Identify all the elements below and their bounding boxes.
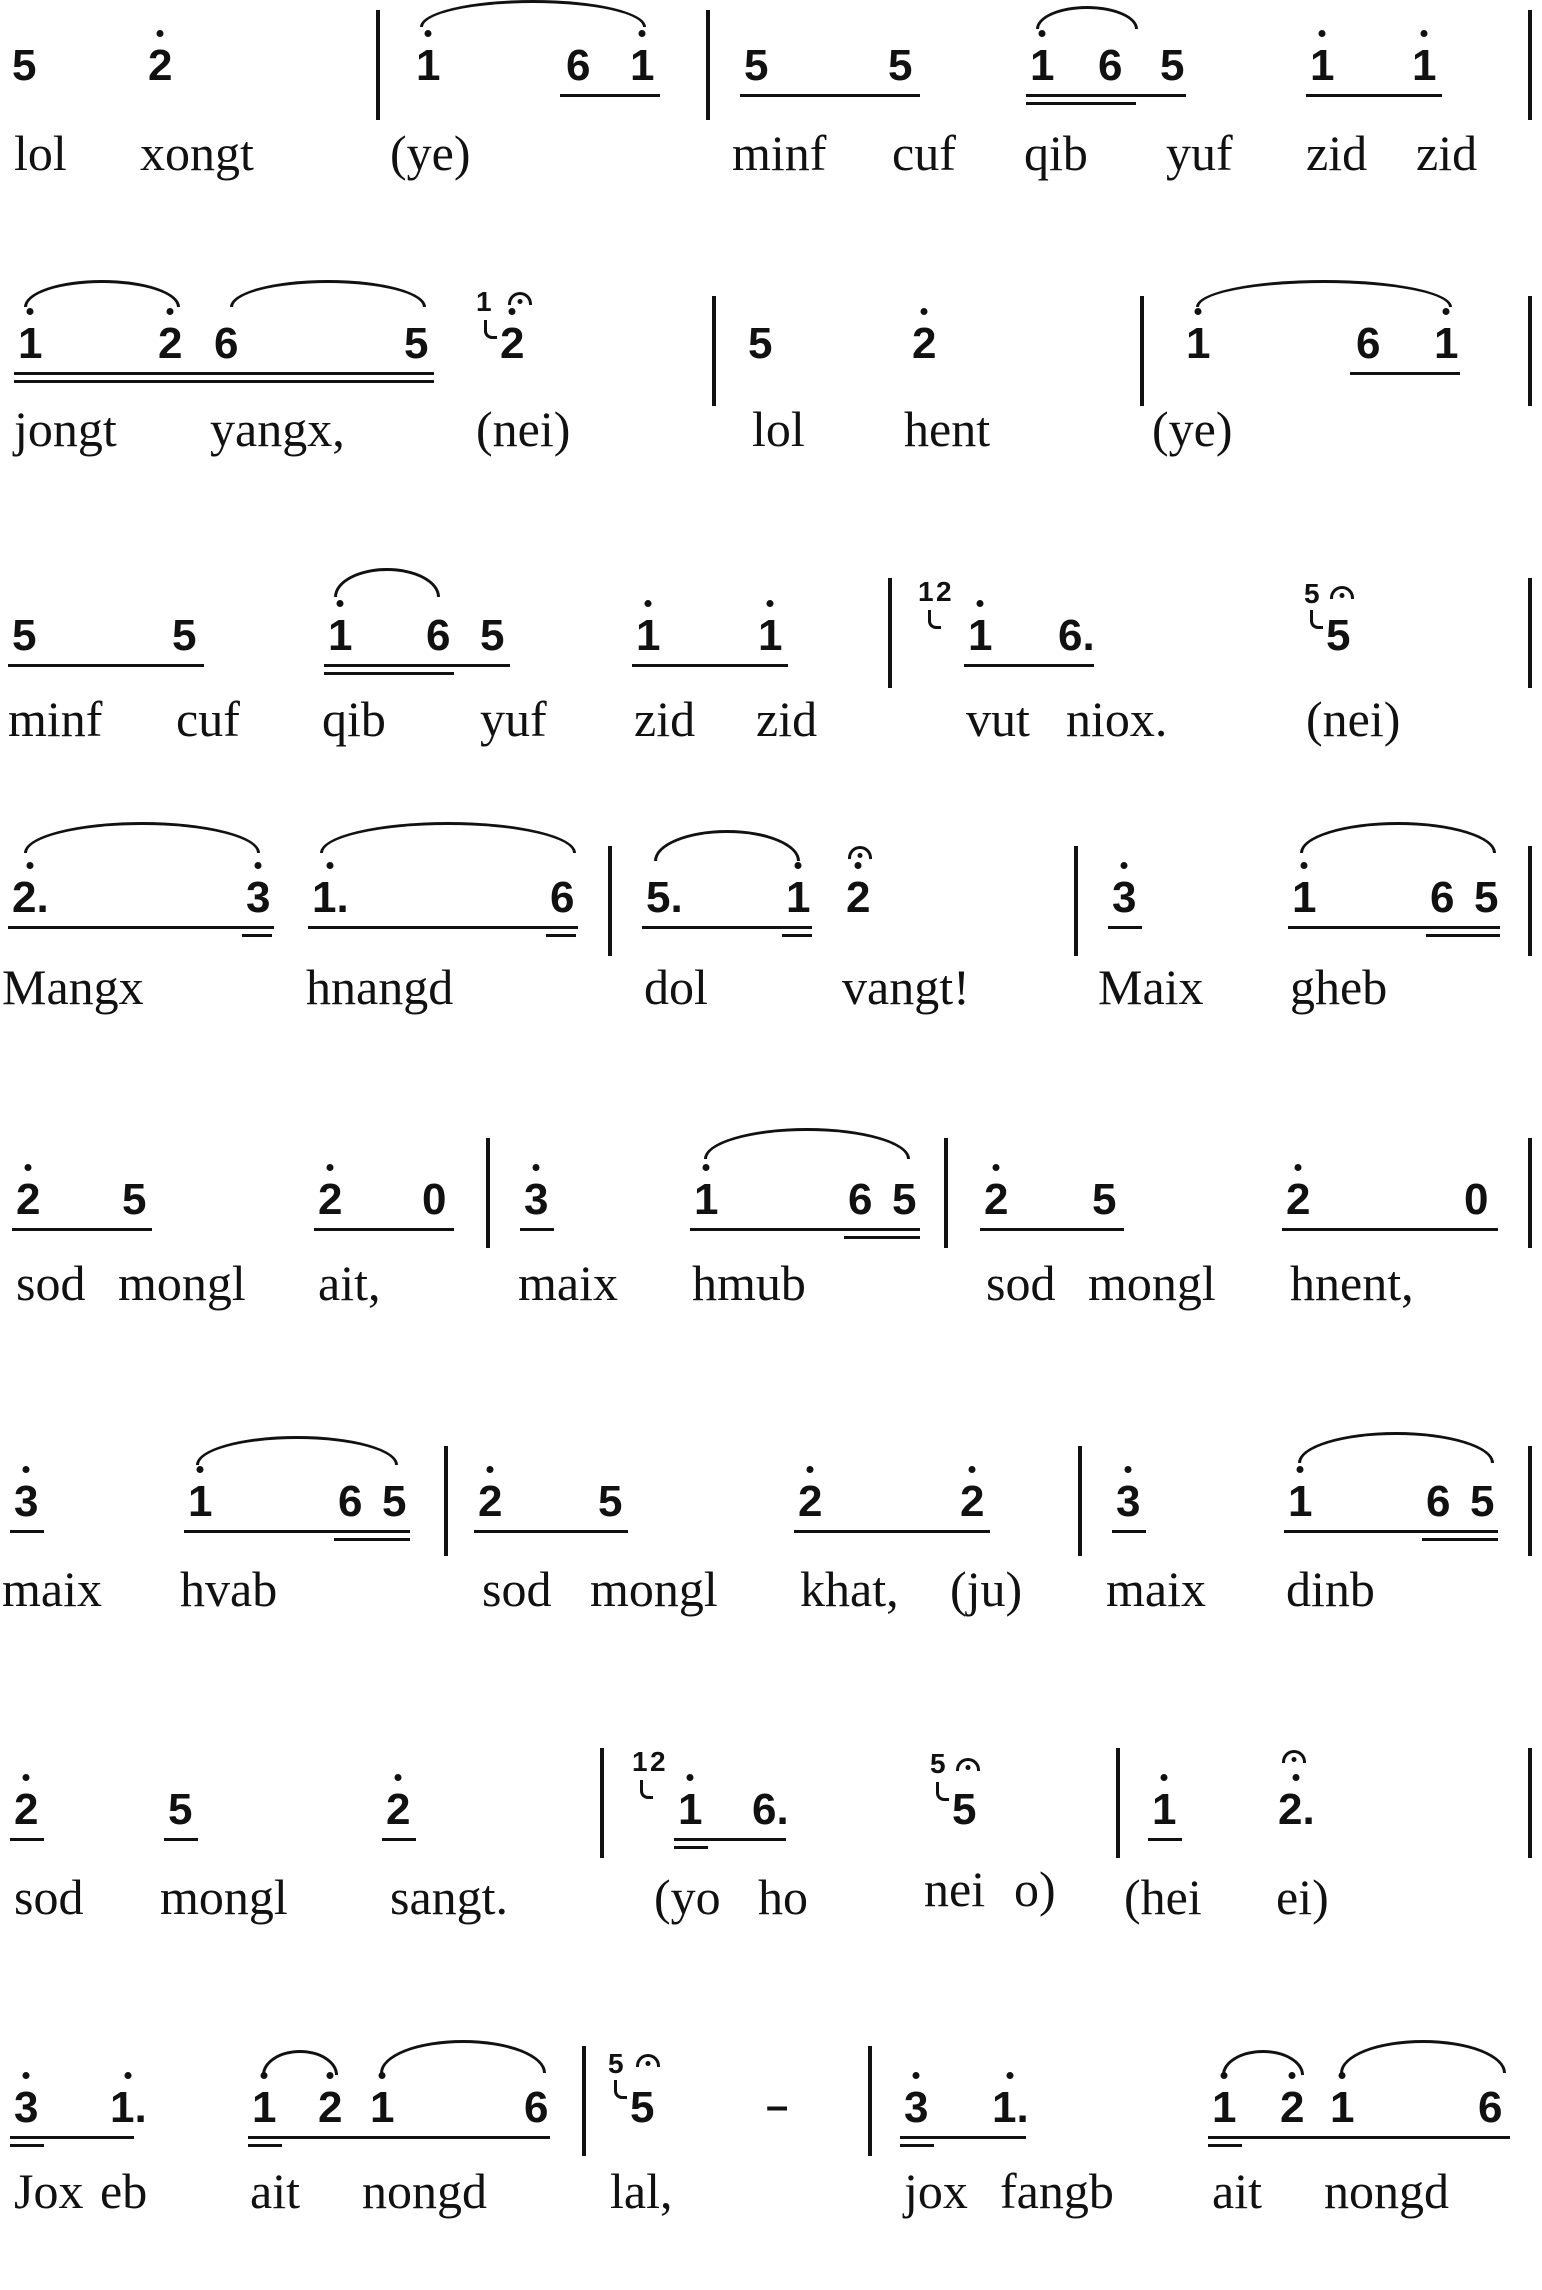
lyric: mongl xyxy=(118,1255,246,1311)
lyric: hmub xyxy=(692,1255,806,1311)
note: 5 xyxy=(1470,1477,1495,1526)
music-system-4 xyxy=(0,822,1542,1112)
grace-note: 5 xyxy=(1304,578,1320,609)
lyric: sod xyxy=(16,1255,86,1311)
grace-mark xyxy=(1310,610,1323,629)
bar-line xyxy=(888,578,892,688)
grace-note: 2 xyxy=(650,1746,666,1777)
lyric: (hei xyxy=(1124,1869,1202,1925)
note: 1 xyxy=(1152,1788,1176,1832)
lyric: maix xyxy=(518,1255,618,1311)
lyric: gheb xyxy=(1290,959,1388,1015)
note: 6 xyxy=(1098,41,1123,90)
note: 2. xyxy=(1278,1788,1315,1832)
slur xyxy=(262,2050,338,2075)
note: 3 xyxy=(246,876,270,920)
underline xyxy=(12,1228,152,1231)
lyric: xongt xyxy=(140,125,254,181)
underline xyxy=(1426,934,1500,937)
underline xyxy=(308,926,578,929)
underline xyxy=(642,926,812,929)
note: 5 xyxy=(172,611,197,660)
bar-line xyxy=(600,1748,604,1858)
underline xyxy=(248,2136,550,2139)
lyric: (yo xyxy=(654,1869,721,1925)
note: 5 xyxy=(404,319,429,368)
note: 5 xyxy=(892,1175,917,1224)
slur xyxy=(420,0,646,27)
note: 2 xyxy=(158,322,182,366)
note: 5 xyxy=(888,41,913,90)
lyric: vangt! xyxy=(842,959,970,1015)
underline xyxy=(334,1538,410,1541)
note: 1 xyxy=(416,44,440,88)
lyric: ho xyxy=(758,1869,808,1925)
underline xyxy=(1422,1538,1498,1541)
lyric: yuf xyxy=(480,691,547,747)
note: 5 xyxy=(168,1785,193,1834)
music-system-6 xyxy=(0,1412,1542,1702)
note: 2 xyxy=(318,2086,342,2130)
underline xyxy=(900,2144,934,2147)
grace-note: 1 xyxy=(918,576,934,607)
note: 1 xyxy=(1030,44,1054,88)
note: 5 xyxy=(1326,611,1351,660)
underline xyxy=(8,926,274,929)
lyric: dol xyxy=(644,959,708,1015)
note: 2 xyxy=(912,322,936,366)
note: 1 xyxy=(758,614,782,658)
note: 1 xyxy=(1412,44,1436,88)
note: 5 xyxy=(1474,873,1499,922)
note: 6 xyxy=(1430,873,1455,922)
lyric: nongd xyxy=(1324,2163,1449,2219)
note: 3 xyxy=(14,1480,38,1524)
grace-mark xyxy=(640,1780,653,1799)
underline xyxy=(1350,372,1460,375)
note: 1 xyxy=(1310,44,1334,88)
lyric: (nei) xyxy=(1306,691,1401,747)
lyric: (ye) xyxy=(390,125,471,181)
lyric: dinb xyxy=(1286,1561,1375,1617)
lyric: mongl xyxy=(1088,1255,1216,1311)
lyric: jox xyxy=(904,2163,968,2219)
note: 3 xyxy=(1116,1480,1140,1524)
slur xyxy=(1036,6,1138,29)
note: 3 xyxy=(524,1178,548,1222)
note: 1 xyxy=(968,614,992,658)
lyric: lol xyxy=(752,401,805,457)
slur xyxy=(1196,280,1452,307)
lyric: maix xyxy=(1106,1561,1206,1617)
fermata-icon xyxy=(956,1758,980,1771)
underline xyxy=(10,1530,44,1533)
bar-line xyxy=(444,1446,448,1556)
underline xyxy=(474,1530,628,1533)
underline xyxy=(324,664,510,667)
underline xyxy=(382,1838,416,1841)
lyric: (ye) xyxy=(1152,401,1233,457)
bar-line xyxy=(1140,296,1144,406)
grace-note: 1 xyxy=(632,1746,648,1777)
note: 5 xyxy=(12,41,37,90)
note: 5 xyxy=(12,611,37,660)
slur xyxy=(24,280,180,307)
slur xyxy=(654,830,800,861)
grace-mark xyxy=(484,320,497,339)
underline xyxy=(10,2136,134,2139)
underline xyxy=(1306,94,1442,97)
slur xyxy=(1340,2040,1506,2073)
lyric: sod xyxy=(482,1561,552,1617)
underline xyxy=(1112,1530,1146,1533)
slur xyxy=(704,1128,910,1159)
music-system-7 xyxy=(0,1712,1542,2002)
grace-mark xyxy=(614,2080,627,2099)
lyric: ei) xyxy=(1276,1869,1329,1925)
note: 6 xyxy=(1356,319,1381,368)
lyric: vut xyxy=(966,691,1030,747)
note: 1 xyxy=(630,44,654,88)
note: 3 xyxy=(1112,876,1136,920)
underline xyxy=(14,372,434,375)
note: 5 xyxy=(122,1175,147,1224)
note: 3 xyxy=(14,2086,38,2130)
note: 6 xyxy=(1426,1477,1451,1526)
bar-line xyxy=(1078,1446,1082,1556)
bar-line xyxy=(1528,10,1532,120)
underline xyxy=(1282,1228,1498,1231)
bar-line xyxy=(1528,1748,1532,1858)
bar-line xyxy=(944,1138,948,1248)
lyric: yuf xyxy=(1166,125,1233,181)
note: 2 xyxy=(14,1788,38,1832)
note: 6 xyxy=(550,873,575,922)
lyric: Mangx xyxy=(2,959,144,1015)
note: 0 xyxy=(422,1175,447,1224)
lyric: hnent, xyxy=(1290,1255,1414,1311)
lyric: cuf xyxy=(176,691,240,747)
underline xyxy=(900,2136,1026,2139)
lyric: khat, xyxy=(800,1561,899,1617)
underline xyxy=(844,1236,920,1239)
lyric: zid xyxy=(634,691,696,747)
note: 1 xyxy=(1288,1480,1312,1524)
lyric: minf xyxy=(8,691,103,747)
note: 2 xyxy=(984,1178,1008,1222)
note: 2. xyxy=(12,876,49,920)
lyric: mongl xyxy=(590,1561,718,1617)
underline xyxy=(10,2144,44,2147)
fermata-icon xyxy=(508,292,532,305)
note: 2 xyxy=(846,876,870,920)
underline xyxy=(632,664,788,667)
lyric: ait xyxy=(250,2163,300,2219)
underline xyxy=(674,1846,708,1849)
note: 6 xyxy=(426,611,451,660)
lyric: ait xyxy=(1212,2163,1262,2219)
fermata-icon xyxy=(636,2054,660,2067)
grace-note: 5 xyxy=(608,2048,624,2079)
bar-line xyxy=(582,2046,586,2156)
lyric: cuf xyxy=(892,125,956,181)
lyric: sangt. xyxy=(390,1869,509,1925)
fermata-icon xyxy=(1330,586,1354,599)
grace-mark xyxy=(936,1782,949,1801)
bar-line xyxy=(1528,846,1532,956)
note: 1 xyxy=(678,1788,702,1832)
note: 1 xyxy=(1292,876,1316,920)
underline xyxy=(782,934,812,937)
bar-line xyxy=(1528,296,1532,406)
grace-note: 1 xyxy=(476,286,492,317)
underline xyxy=(14,380,434,383)
music-system-5 xyxy=(0,1108,1542,1398)
bar-line xyxy=(376,10,380,120)
note: 1 xyxy=(370,2086,394,2130)
note: 1 xyxy=(18,322,42,366)
note: 1 xyxy=(1434,322,1458,366)
slur xyxy=(380,2040,546,2073)
note: 2 xyxy=(1280,2086,1304,2130)
slur xyxy=(196,1436,398,1465)
underline xyxy=(1208,2136,1510,2139)
note: 6 xyxy=(524,2083,549,2132)
music-system-8 xyxy=(0,2000,1542,2290)
fermata-icon xyxy=(848,846,872,859)
note: 2 xyxy=(500,322,524,366)
note: 2 xyxy=(798,1480,822,1524)
slur xyxy=(24,822,260,853)
lyric: lal, xyxy=(610,2163,673,2219)
note: 1. xyxy=(992,2086,1029,2130)
lyric: qib xyxy=(322,691,386,747)
underline xyxy=(248,2144,282,2147)
underline xyxy=(8,664,204,667)
note: 6. xyxy=(752,1785,789,1834)
note: 5 xyxy=(1160,41,1185,90)
underline xyxy=(1148,1838,1182,1841)
note: 5 xyxy=(952,1785,977,1834)
note: 1 xyxy=(1330,2086,1354,2130)
bar-line xyxy=(1116,1748,1120,1858)
bar-line xyxy=(1528,1446,1532,1556)
lyric: (nei) xyxy=(476,401,571,457)
lyric: (ju) xyxy=(950,1561,1023,1617)
lyric: sod xyxy=(14,1869,84,1925)
bar-line xyxy=(706,10,710,120)
lyric: minf xyxy=(732,125,827,181)
lyric: niox. xyxy=(1066,691,1168,747)
note: 5 xyxy=(598,1477,623,1526)
underline xyxy=(242,934,272,937)
note: 5 xyxy=(744,41,769,90)
lyric: eb xyxy=(100,2163,148,2219)
lyric: hvab xyxy=(180,1561,278,1617)
lyric: sod xyxy=(986,1255,1056,1311)
note: 2 xyxy=(960,1480,984,1524)
lyric: zid xyxy=(1306,125,1368,181)
lyric: fangb xyxy=(1000,2163,1114,2219)
lyric: Jox xyxy=(14,2163,84,2219)
note: 5 xyxy=(630,2083,655,2132)
underline xyxy=(1208,2144,1242,2147)
underline xyxy=(794,1530,990,1533)
hold-dash: – xyxy=(766,2084,789,2128)
note: 6 xyxy=(1478,2083,1503,2132)
note: 5 xyxy=(382,1477,407,1526)
music-system-3 xyxy=(0,564,1542,854)
lyric: hent xyxy=(904,401,991,457)
underline xyxy=(1288,926,1500,929)
bar-line xyxy=(486,1138,490,1248)
lyric: Maix xyxy=(1098,959,1204,1015)
note: 1 xyxy=(252,2086,276,2130)
note: 2 xyxy=(318,1178,342,1222)
slur xyxy=(230,280,426,307)
note: 1 xyxy=(1212,2086,1236,2130)
note: 0 xyxy=(1464,1175,1489,1224)
note: 6 xyxy=(566,41,591,90)
bar-line xyxy=(868,2046,872,2156)
note: 1 xyxy=(694,1178,718,1222)
note: 1 xyxy=(786,876,810,920)
bar-line xyxy=(1528,578,1532,688)
underline xyxy=(520,1228,554,1231)
underline xyxy=(1108,926,1142,929)
underline xyxy=(980,1228,1124,1231)
note: 1 xyxy=(636,614,660,658)
fermata-icon xyxy=(1282,1750,1306,1763)
note: 3 xyxy=(904,2086,928,2130)
lyric: mongl xyxy=(160,1869,288,1925)
underline xyxy=(10,1838,44,1841)
note: 2 xyxy=(386,1788,410,1832)
music-system-2 xyxy=(0,276,1542,566)
slur xyxy=(320,822,576,853)
note: 5 xyxy=(1092,1175,1117,1224)
lyric: ait, xyxy=(318,1255,381,1311)
underline xyxy=(314,1228,454,1231)
note: 5 xyxy=(480,611,505,660)
note: 2 xyxy=(1286,1178,1310,1222)
underline xyxy=(546,934,576,937)
underline xyxy=(1026,102,1136,105)
note: 1. xyxy=(110,2086,147,2130)
bar-line xyxy=(1528,1138,1532,1248)
lyric: o) xyxy=(1014,1861,1056,1917)
underline xyxy=(1026,94,1186,97)
lyric: qib xyxy=(1024,125,1088,181)
music-system-1 xyxy=(0,0,1542,290)
underline xyxy=(740,94,920,97)
lyric: zid xyxy=(756,691,818,747)
underline xyxy=(184,1530,410,1533)
lyric: zid xyxy=(1416,125,1478,181)
note: 5 xyxy=(748,319,773,368)
grace-note: 2 xyxy=(936,576,952,607)
note: 2 xyxy=(148,44,172,88)
lyric: jongt xyxy=(14,401,117,457)
note: 1 xyxy=(188,1480,212,1524)
note: 1 xyxy=(1186,322,1210,366)
note: 5. xyxy=(646,873,683,922)
note: 6 xyxy=(338,1477,363,1526)
lyric: nongd xyxy=(362,2163,487,2219)
lyric: yangx, xyxy=(210,401,345,457)
slur xyxy=(1300,822,1496,853)
bar-line xyxy=(1074,846,1078,956)
note: 2 xyxy=(478,1480,502,1524)
grace-note: 5 xyxy=(930,1748,946,1779)
lyric: lol xyxy=(14,125,67,181)
slur xyxy=(334,568,440,597)
note: 1. xyxy=(312,876,349,920)
note: 6 xyxy=(214,319,239,368)
slur xyxy=(1298,1432,1494,1463)
note: 6 xyxy=(848,1175,873,1224)
underline xyxy=(560,94,660,97)
lyric: nei xyxy=(924,1861,986,1917)
note: 1 xyxy=(328,614,352,658)
bar-line xyxy=(712,296,716,406)
underline xyxy=(964,664,1094,667)
note: 2 xyxy=(16,1178,40,1222)
bar-line xyxy=(608,846,612,956)
underline xyxy=(1284,1530,1498,1533)
underline xyxy=(674,1838,786,1841)
underline xyxy=(164,1838,198,1841)
lyric: maix xyxy=(2,1561,102,1617)
grace-mark xyxy=(928,610,941,629)
underline xyxy=(324,672,454,675)
lyric: hnangd xyxy=(306,959,454,1015)
underline xyxy=(690,1228,920,1231)
note: 6. xyxy=(1058,611,1095,660)
